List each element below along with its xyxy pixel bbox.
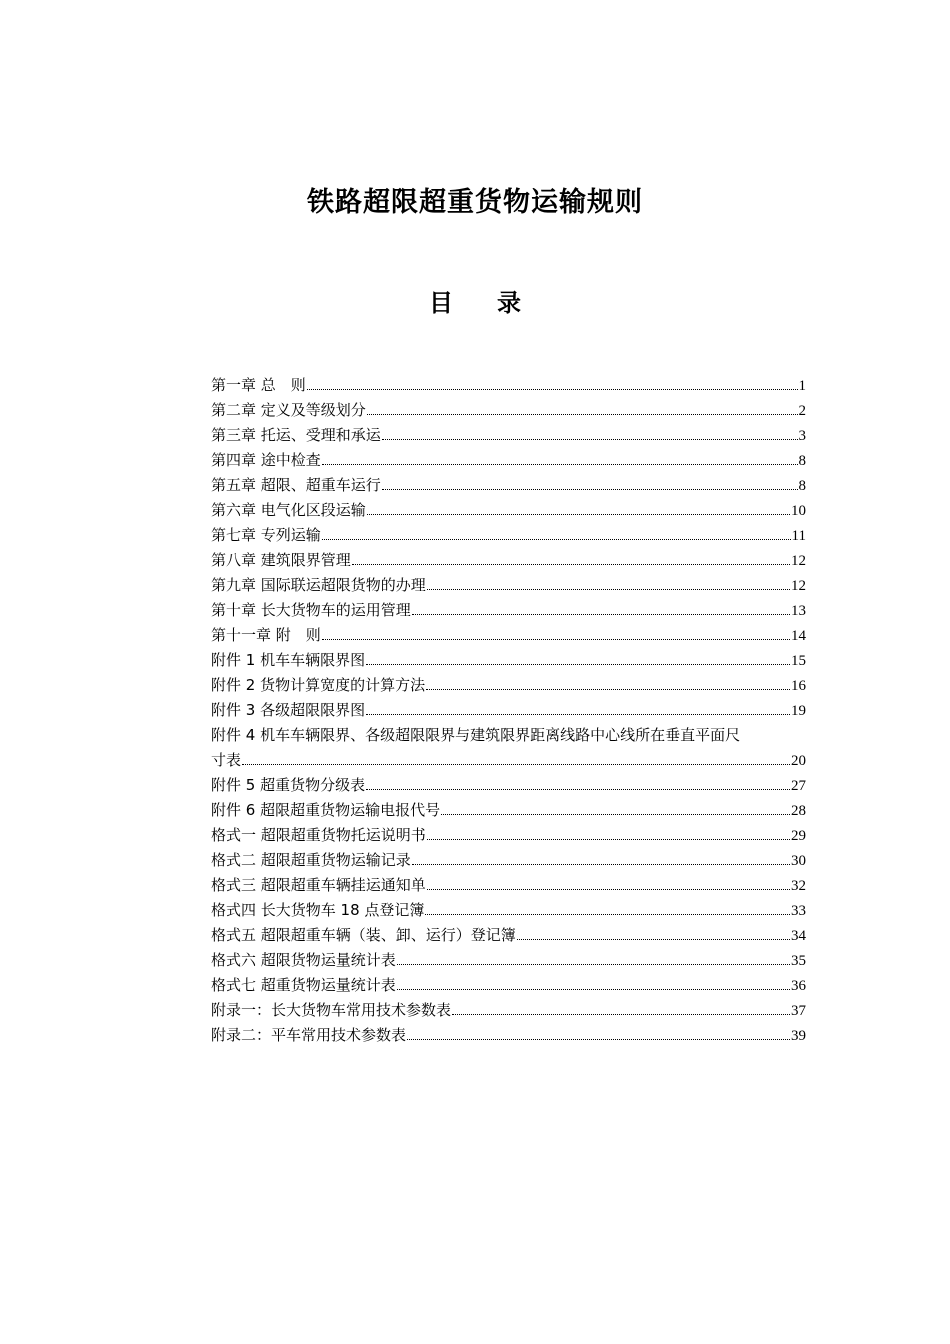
toc-entry[interactable] [211,498,806,523]
toc-entry[interactable] [211,948,806,973]
toc-entry-label: 第三章 托运、受理和承运 [211,426,381,444]
toc-page-number: 35 [791,953,806,969]
toc-entry[interactable] [211,923,806,948]
toc-page-number: 11 [791,528,806,544]
toc-entry[interactable] [211,598,806,623]
toc-entry-label: 附录一：长大货物车常用技术参数表 [211,1001,452,1019]
toc-page-number: 12 [791,553,806,569]
toc-entry[interactable] [211,473,806,498]
toc-entry-label: 格式一 超限超重货物托运说明书 [211,826,426,844]
toc-entry-label: 第五章 超限、超重车运行 [211,476,381,494]
toc-page-number: 28 [791,803,806,819]
toc-dot-leader [366,663,790,665]
toc-entry-label: 附件 5 超重货物分级表 [211,776,366,794]
toc-entry-label: 格式六 超限货物运量统计表 [211,951,396,969]
toc-entry[interactable] [211,623,806,648]
toc-dot-leader [367,513,790,515]
toc-dot-leader [427,888,790,890]
toc-entry-label: 格式四 长大货物车 18 点登记簿 [211,901,425,919]
toc-page-number: 39 [791,1028,806,1044]
toc-entry-label: 附件 2 货物计算宽度的计算方法 [211,676,426,694]
toc-dot-leader [425,913,790,915]
toc-entry-label: 附件 1 机车车辆限界图 [211,651,366,669]
toc-entry[interactable] [211,998,806,1023]
toc-dot-leader [322,638,790,640]
toc-entry[interactable] [211,573,806,598]
toc-entry[interactable] [211,548,806,573]
toc-entry-label: 第七章 专列运输 [211,526,321,544]
toc-page-number: 33 [791,903,806,919]
toc-entry-label: 第十一章 附 则 [211,626,321,644]
toc-dot-leader [307,388,798,390]
toc-page-number: 16 [791,678,806,694]
toc-page-number: 10 [791,503,806,519]
toc-entry[interactable] [211,873,806,898]
toc-entry-label: 第一章 总 则 [211,376,306,394]
toc-page-number: 1 [798,378,806,394]
toc-entry-label: 第四章 途中检查 [211,451,321,469]
toc-entry[interactable] [211,398,806,423]
toc-dot-leader [352,563,790,565]
toc-entry[interactable] [211,848,806,873]
toc-entry-label-continued: 寸表 [211,751,242,769]
toc-dot-leader [367,413,798,415]
toc-entry[interactable] [211,373,806,398]
toc-entry[interactable] [211,823,806,848]
toc-entry-label: 第九章 国际联运超限货物的办理 [211,576,426,594]
toc-dot-leader [397,963,790,965]
toc-page-number: 37 [791,1003,806,1019]
toc-dot-leader [382,488,798,490]
toc-page-number: 30 [791,853,806,869]
toc-entry-label: 格式三 超限超重车辆挂运通知单 [211,876,426,894]
toc-page-number: 27 [791,778,806,794]
toc-entry[interactable] [211,798,806,823]
toc-entry[interactable] [211,898,806,923]
toc-entry-label: 第八章 建筑限界管理 [211,551,351,569]
toc-heading [0,283,950,318]
toc-page-number: 32 [791,878,806,894]
toc-dot-leader [412,613,790,615]
toc-entry-label: 格式二 超限超重货物运输记录 [211,851,411,869]
toc-page-number: 19 [791,703,806,719]
toc-heading-char-1: 目 [429,289,453,317]
toc-page-number: 3 [798,428,806,444]
toc-page-number: 29 [791,828,806,844]
toc-entry-label: 附录二：平车常用技术参数表 [211,1026,407,1044]
toc-dot-leader [322,463,798,465]
toc-entry-label: 格式七 超重货物运量统计表 [211,976,396,994]
toc-entry[interactable] [211,1023,806,1048]
toc-entry[interactable] [211,523,806,548]
toc-page-number: 34 [791,928,806,944]
toc-dot-leader [452,1013,790,1015]
toc-entry[interactable] [211,448,806,473]
toc-dot-leader [427,838,790,840]
toc-dot-leader [366,788,790,790]
toc-dot-leader [382,438,798,440]
toc-page-number: 2 [798,403,806,419]
toc-entry-label: 附件 4 机车车辆限界、各级超限限界与建筑限界距离线路中心线所在垂直平面尺 [211,726,741,744]
table-of-contents [211,373,806,1048]
toc-entry-label: 格式五 超限超重车辆（装、卸、运行）登记簿 [211,926,516,944]
toc-dot-leader [412,863,790,865]
toc-entry-label: 附件 6 超限超重货物运输电报代号 [211,801,441,819]
toc-dot-leader [322,538,791,540]
document-title: 铁路超限超重货物运输规则 [307,187,643,218]
toc-entry[interactable] [211,723,806,748]
toc-entry-label: 第六章 电气化区段运输 [211,501,366,519]
toc-page-number: 36 [791,978,806,994]
toc-dot-leader [441,813,790,815]
toc-heading-char-2: 录 [497,289,521,317]
toc-entry-label: 附件 3 各级超限限界图 [211,701,366,719]
toc-entry[interactable] [211,648,806,673]
toc-page-number: 8 [798,478,806,494]
toc-entry[interactable] [211,423,806,448]
toc-entry[interactable] [211,673,806,698]
toc-dot-leader [517,938,790,940]
toc-entry[interactable] [211,773,806,798]
toc-entry[interactable] [211,698,806,723]
toc-dot-leader [397,988,790,990]
toc-dot-leader [427,588,790,590]
toc-entry-label: 第十章 长大货物车的运用管理 [211,601,411,619]
toc-page-number: 12 [791,578,806,594]
toc-page-number: 20 [791,753,806,769]
toc-page-number: 14 [791,628,806,644]
toc-dot-leader [426,688,790,690]
toc-entry-continued[interactable] [211,748,806,773]
toc-page-number: 8 [798,453,806,469]
toc-entry[interactable] [211,973,806,998]
toc-entry-label: 第二章 定义及等级划分 [211,401,366,419]
toc-page-number: 15 [791,653,806,669]
toc-dot-leader [407,1038,790,1040]
toc-dot-leader [242,763,790,765]
toc-dot-leader [366,713,790,715]
toc-page-number: 13 [791,603,806,619]
